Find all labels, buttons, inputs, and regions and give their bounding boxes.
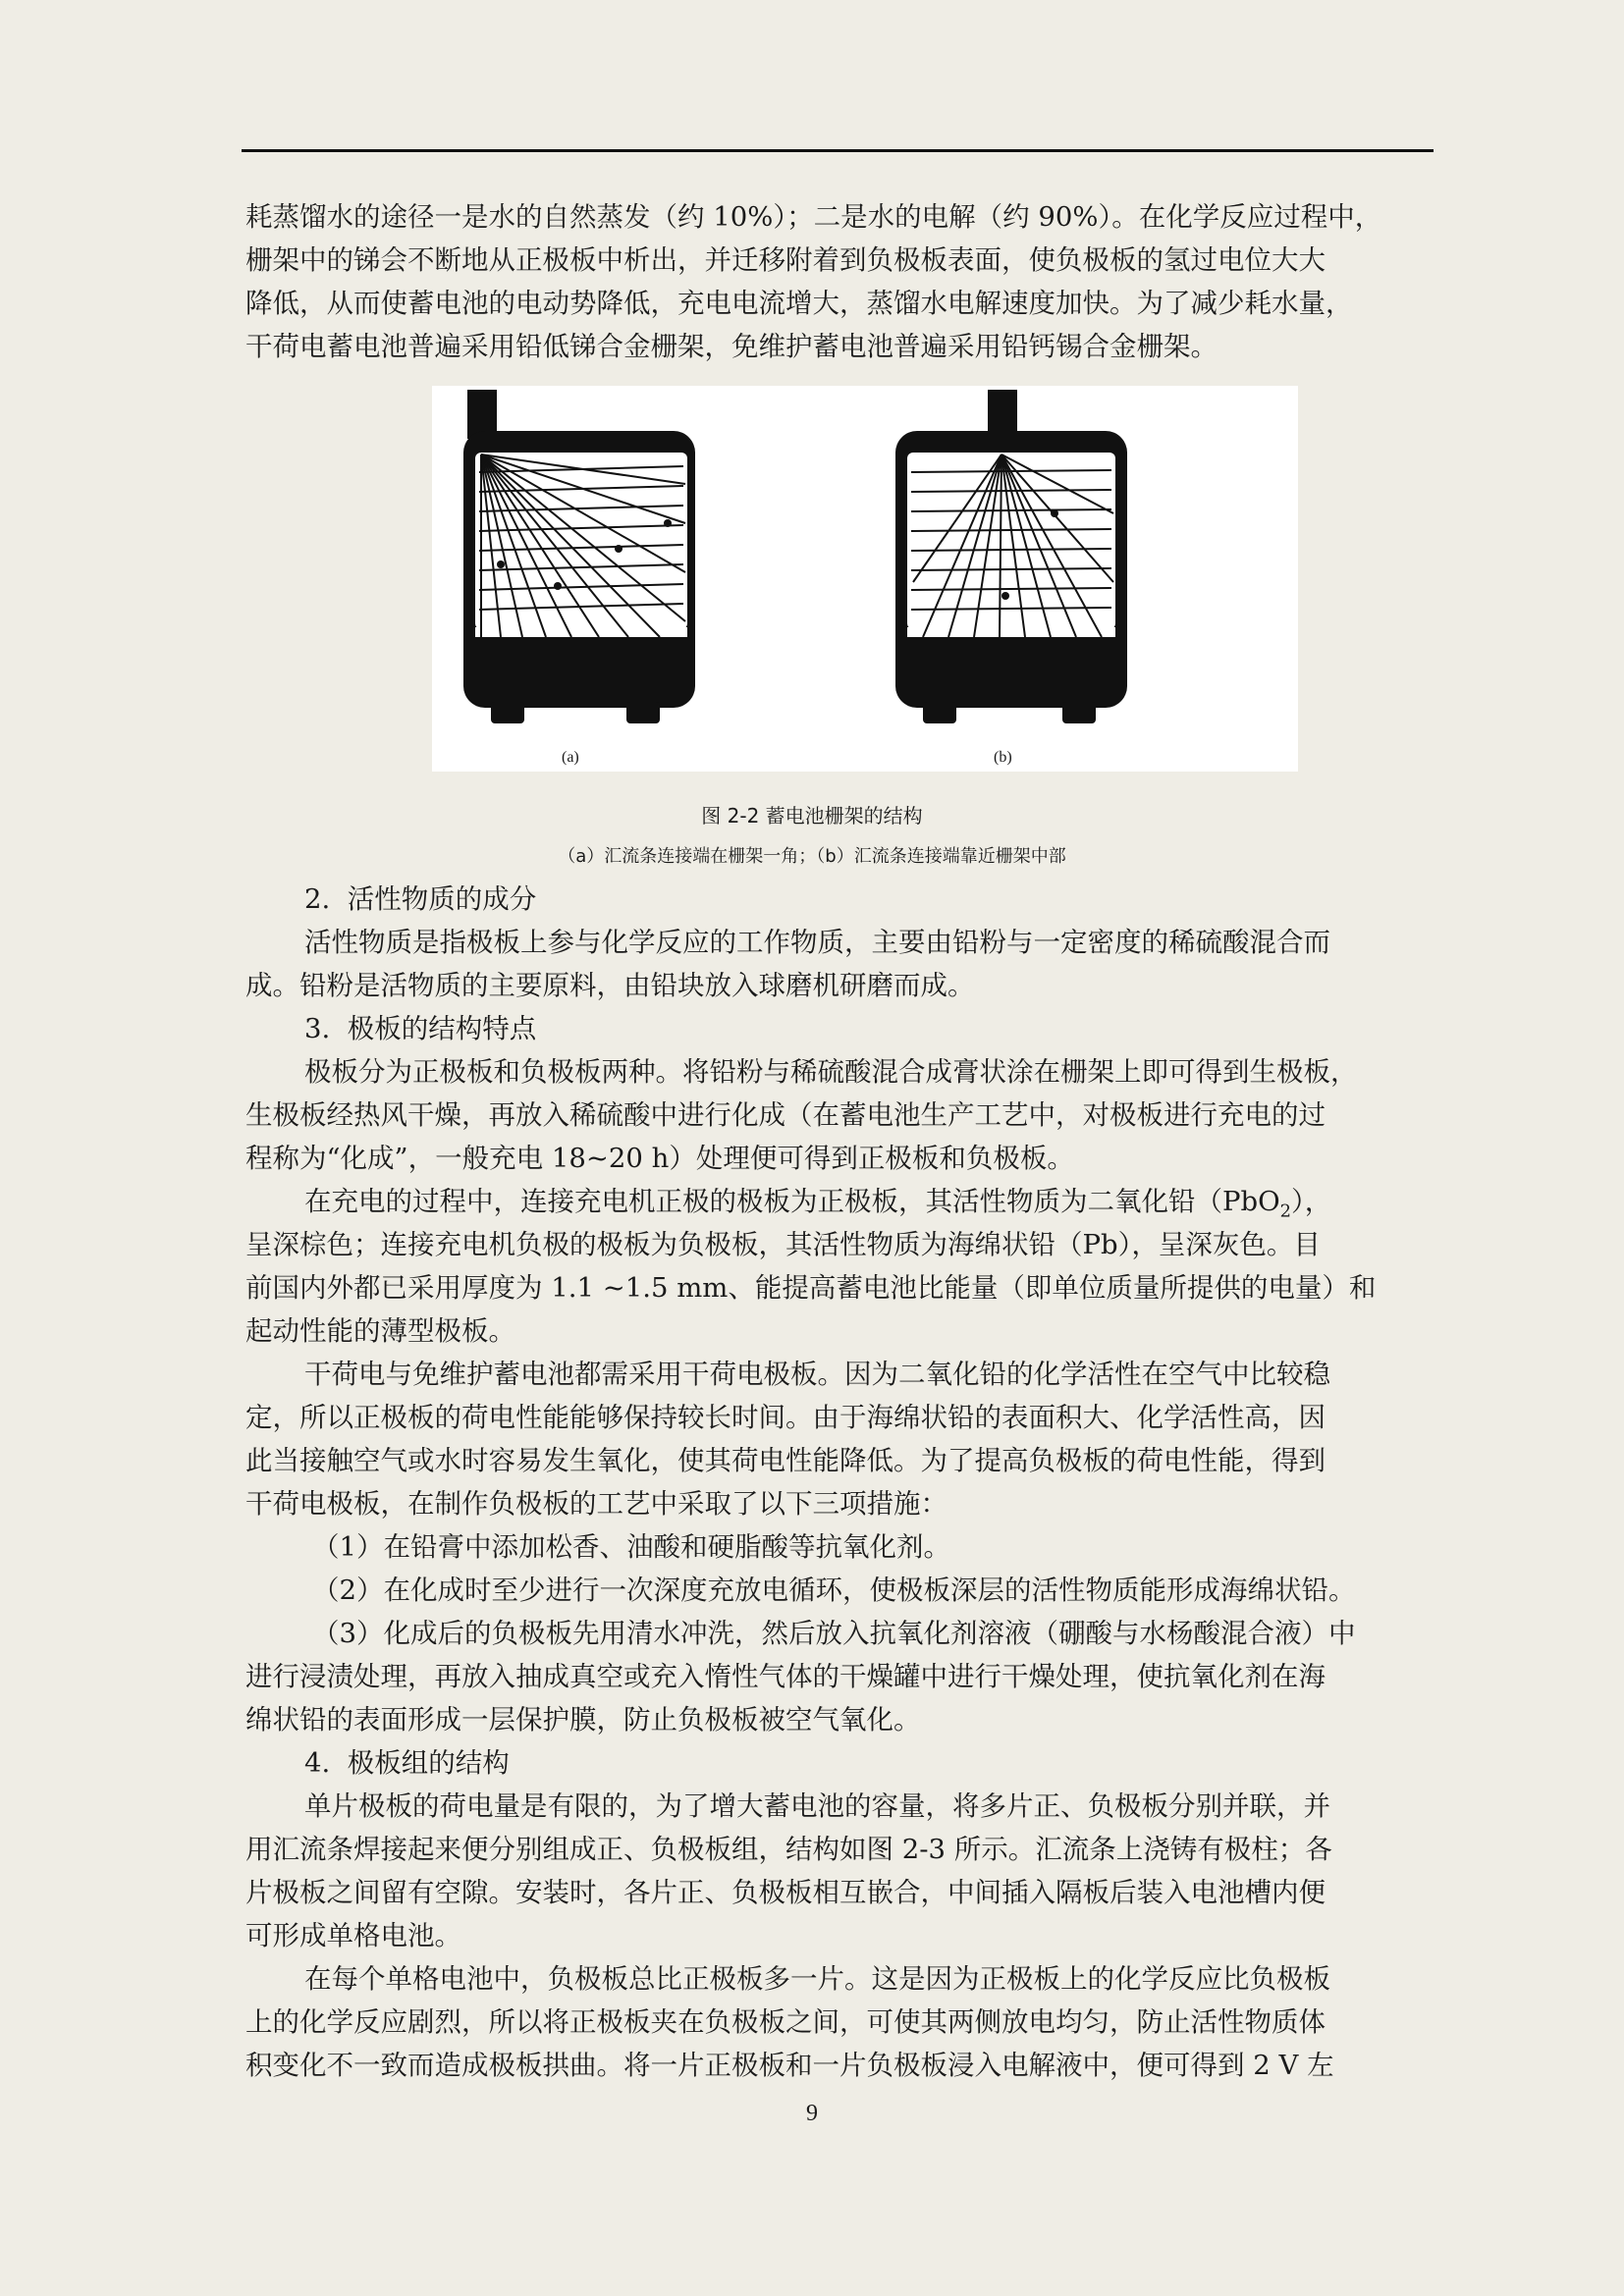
text-line: 活性物质是指极板上参与化学反应的工作物质，主要由铅粉与一定密度的稀硫酸混合而 — [304, 927, 1330, 958]
figure-subcaption: （a）汇流条连接端在栅架一角；（b）汇流条连接端靠近栅架中部 — [558, 846, 1066, 867]
text-fragment: ）， — [1291, 1186, 1332, 1217]
battery-grid-figure — [432, 386, 1298, 772]
text-line: 积变化不一致而造成极板拱曲。将一片正极板和一片负极板浸入电解液中，便可得到 2 V 左 — [245, 2050, 1334, 2081]
text-line: 成。铅粉是活物质的主要原料，由铅块放入球磨机研磨而成。 — [245, 970, 975, 1001]
text-line: 生极板经热风干燥，再放入稀硫酸中进行化成（在蓄电池生产工艺中，对极板进行充电的过 — [245, 1099, 1326, 1131]
text-line: 进行浸渍处理，再放入抽成真空或充入惰性气体的干燥罐中进行干燥处理，使抗氧化剂在海 — [245, 1661, 1326, 1692]
section-heading: 3. 极板的结构特点 — [304, 1013, 537, 1044]
text-line: 此当接触空气或水时容易发生氧化，使其荷电性能降低。为了提高负极板的荷电性能，得到 — [245, 1445, 1326, 1476]
header-rule — [242, 149, 1434, 152]
text-line: 起动性能的薄型极板。 — [245, 1315, 515, 1347]
text-line: 可形成单格电池。 — [245, 1920, 461, 1951]
text-line: 干荷电极板，在制作负极板的工艺中采取了以下三项措施： — [245, 1488, 947, 1520]
text-line: 程称为“化成”，一般充电 18~20 h）处理便可得到正极板和负极板。 — [245, 1143, 1074, 1174]
grid-a-illustration — [463, 390, 695, 723]
text-line: 极板分为正极板和负极板两种。将铅粉与稀硫酸混合成膏状涂在栅架上即可得到生极板， — [304, 1056, 1358, 1088]
grid-b-illustration — [895, 390, 1127, 723]
text-line: 降低，从而使蓄电池的电动势降低，充电电流增大，蒸馏水电解速度加快。为了减少耗水量， — [245, 288, 1353, 319]
text-line: 干荷电蓄电池普遍采用铅低锑合金栅架，免维护蓄电池普遍采用铅钙锡合金栅架。 — [245, 331, 1218, 362]
text-line: 干荷电与免维护蓄电池都需采用干荷电极板。因为二氧化铅的化学活性在空气中比较稳 — [304, 1359, 1330, 1390]
text-line: 耗蒸馏水的途径一是水的自然蒸发（约 10%）；二是水的电解（约 90%）。在化学反应过程中， — [245, 201, 1382, 233]
text-line: 在每个单格电池中，负极板总比正极板多一片。这是因为正极板上的化学反应比负极板 — [304, 1963, 1330, 1995]
figure-label-b: (b) — [994, 749, 1012, 766]
text-line: 呈深棕色；连接充电机负极的极板为负极板，其活性物质为海绵状铅（Pb），呈深灰色。目 — [245, 1229, 1321, 1260]
list-item: （1）在铅膏中添加松香、油酸和硬脂酸等抗氧化剂。 — [312, 1531, 950, 1563]
grid-illustrations — [432, 386, 1298, 772]
section-heading: 2. 活性物质的成分 — [304, 883, 537, 915]
text-line: 定，所以正极板的荷电性能能够保持较长时间。由于海绵状铅的表面积大、化学活性高，因 — [245, 1402, 1326, 1433]
page-number: 9 — [806, 2101, 818, 2126]
text-line: 单片极板的荷电量是有限的，为了增大蓄电池的容量，将多片正、负极板分别并联，并 — [304, 1790, 1330, 1822]
list-item: （2）在化成时至少进行一次深度充放电循环，使极板深层的活性物质能形成海绵状铅。 — [312, 1575, 1356, 1606]
text-line: 栅架中的锑会不断地从正极板中析出，并迁移附着到负极板表面，使负极板的氢过电位大大 — [245, 244, 1326, 276]
text-line: 上的化学反应剧烈，所以将正极板夹在负极板之间，可使其两侧放电均匀，防止活性物质体 — [245, 2006, 1326, 2038]
text-line: 用汇流条焊接起来便分别组成正、负极板组，结构如图 2-3 所示。汇流条上浇铸有极柱；各 — [245, 1834, 1332, 1865]
figure-label-a: (a) — [562, 749, 579, 766]
list-item: （3）化成后的负极板先用清水冲洗，然后放入抗氧化剂溶液（硼酸与水杨酸混合液）中 — [312, 1618, 1356, 1649]
text-line: 片极板之间留有空隙。安装时，各片正、负极板相互嵌合，中间插入隔板后装入电池槽内便 — [245, 1877, 1326, 1908]
figure-caption: 图 2-2 蓄电池栅架的结构 — [701, 804, 923, 828]
text-line: 前国内外都已采用厚度为 1.1 ~1.5 mm、能提高蓄电池比能量（即单位质量所提供的电量）和 — [245, 1272, 1377, 1304]
text-line: 绵状铅的表面形成一层保护膜，防止负极板被空气氧化。 — [245, 1704, 921, 1735]
subscript: 2 — [1279, 1201, 1292, 1222]
text-fragment: 在充电的过程中，连接充电机正极的极板为正极板，其活性物质为二氧化铅（PbO — [304, 1186, 1280, 1217]
section-heading: 4. 极板组的结构 — [304, 1747, 510, 1779]
